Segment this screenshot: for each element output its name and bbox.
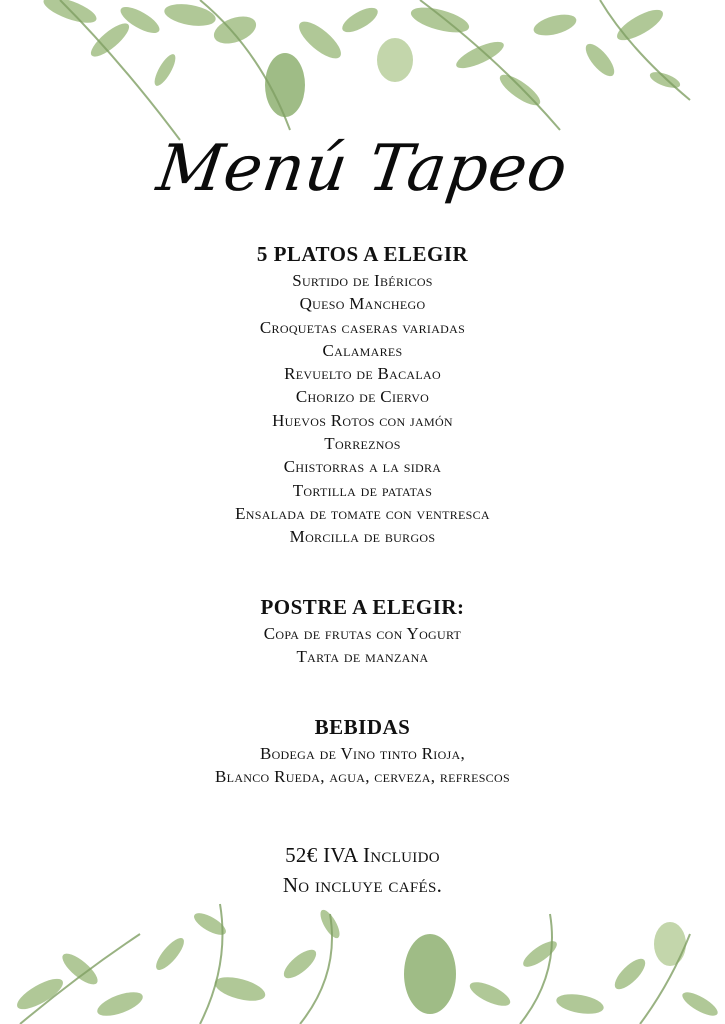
coffee-note: No incluye cafés. — [282, 873, 443, 897]
plato-item: Chorizo de Ciervo — [295, 387, 430, 407]
plato-item: Calamares — [322, 340, 403, 360]
bebidas-section — [0, 715, 725, 789]
bottom-foliage-decoration — [0, 894, 725, 1024]
plato-item: Tortilla de patatas — [292, 480, 433, 500]
platos-section — [0, 242, 725, 549]
postre-item: Copa de frutas con Yogurt — [263, 624, 462, 643]
plato-item: Surtido de Ibéricos — [292, 271, 433, 290]
plato-item: Queso Manchego — [299, 294, 426, 314]
plato-item: Huevos Rotos con jamón — [272, 410, 453, 430]
plato-item: Morcilla de burgos — [289, 527, 436, 547]
plato-item: Chistorras a la sidra — [283, 457, 442, 477]
postre-section — [0, 595, 725, 669]
plato-item: Torreznos — [324, 434, 401, 454]
plato-item: Revuelto de Bacalao — [284, 364, 441, 384]
bebidas-item: Bodega de Vino tinto Rioja, — [259, 744, 466, 763]
price-block — [0, 840, 725, 900]
price-line: 52€ IVA Incluido — [285, 843, 440, 867]
postre-item: Tarta de manzana — [296, 647, 429, 667]
plato-item: Croquetas caseras variadas — [259, 317, 466, 337]
platos-heading: 5 PLATOS A ELEGIR — [256, 242, 469, 266]
plato-item: Ensalada de tomate con ventresca — [235, 503, 490, 523]
postre-heading: POSTRE A ELEGIR: — [260, 595, 465, 619]
bebidas-item: Blanco Rueda, agua, cerveza, refrescos — [215, 767, 510, 787]
menu-title: Menú Tapeo — [152, 132, 573, 206]
bebidas-heading: BEBIDAS — [314, 715, 411, 739]
